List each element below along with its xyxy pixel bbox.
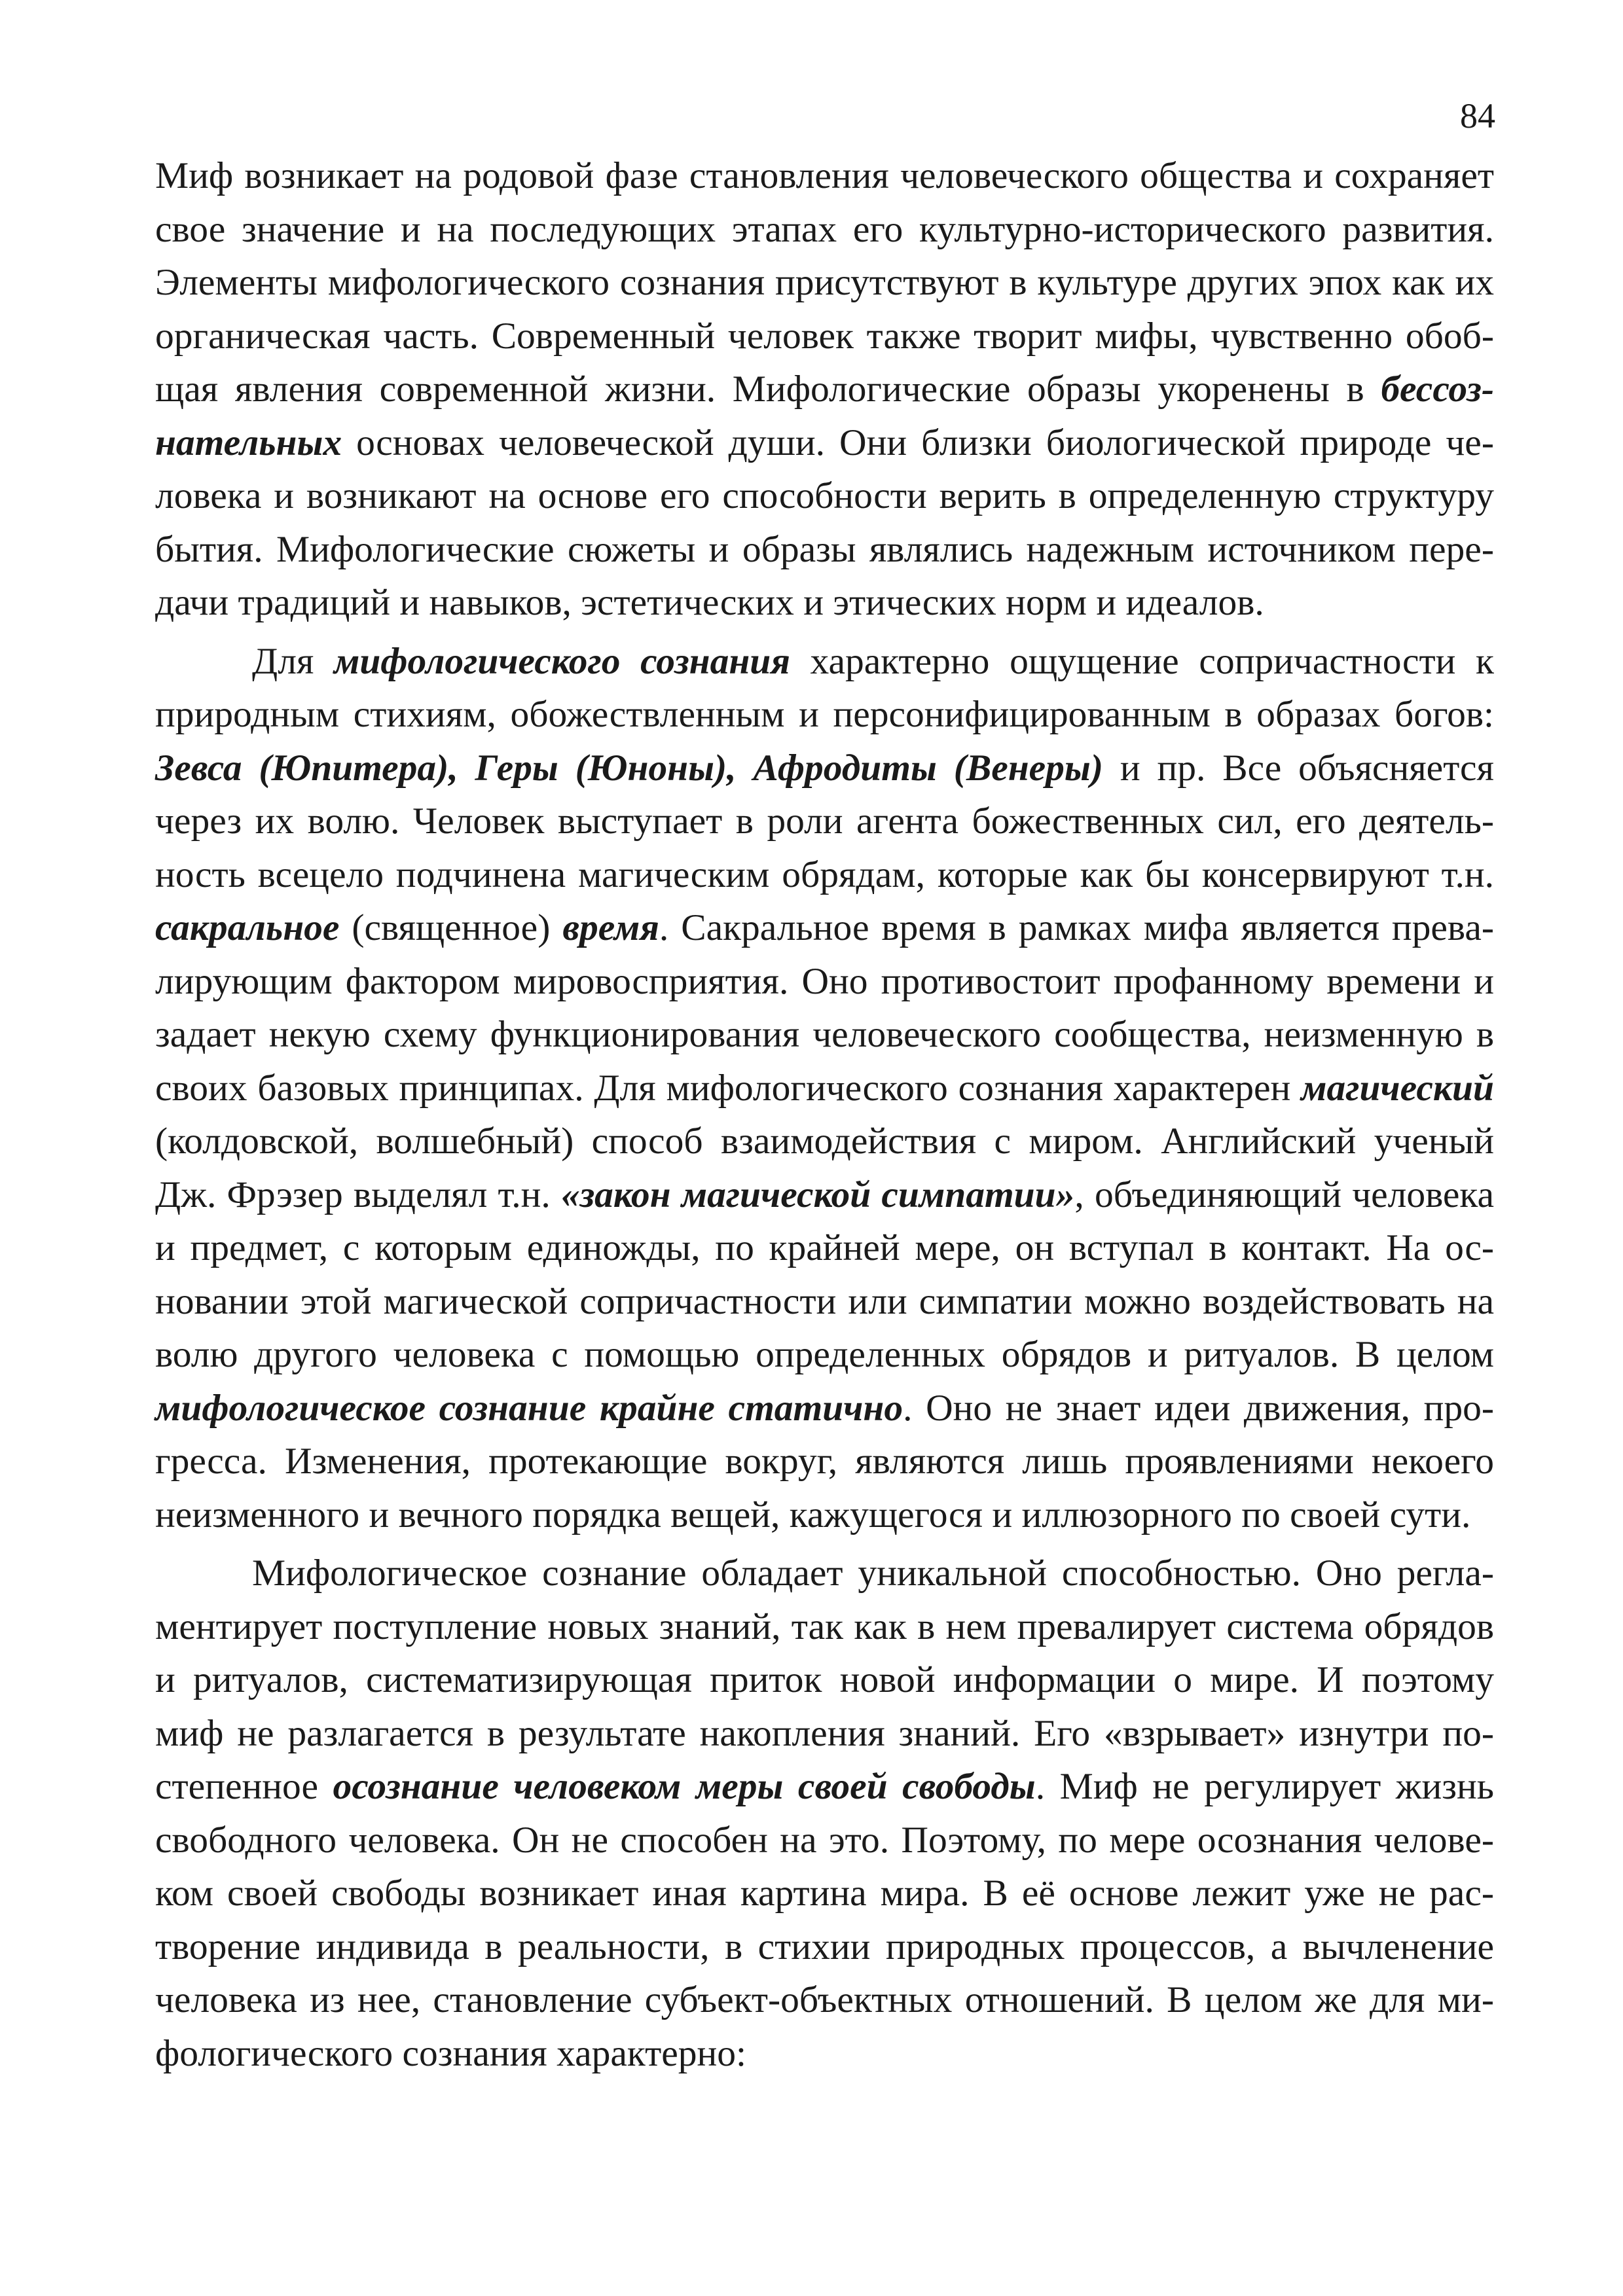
text-run: . Сакральное время в рамках мифа является превалирующим фактором мировосприятия. Оно противостоит профанному времени и задает некую схему функционирования человеческого сообщества, неизменную в своих базовых принципах. Для мифологического сознания характерен (155, 907, 1494, 1109)
paragraph-1 (155, 149, 1494, 630)
text-run: . Миф не регулирует жизнь свободного человека. Он не способен на это. Поэтому, по мере осознания человеком своей свободы возникает иная картина мира. В её основе лежит уже не растворение индивида в реальности, в стихии природных процессов, а вычленение человека из нее, становление субъект-объектных отношений. В целом же для мифологического сознания характерно: (155, 1766, 1494, 2074)
page-number: 84 (1460, 96, 1495, 135)
emphasis-run: время (562, 907, 659, 948)
body-text (155, 149, 1494, 2080)
emphasis-run: сакральное (155, 907, 340, 948)
paragraph-2 (155, 635, 1494, 1542)
emphasis-run: Зевса (Юпитера), Геры (Юноны), Афродиты (Венеры) (155, 747, 1103, 789)
text-run: . Оно не знает идеи движения, прогресса. Изменения, протекающие вокруг, являются лишь проявлениями некоего неизменного и вечного порядка вещей, кажущегося и иллюзорного по своей сути. (155, 1387, 1494, 1535)
text-run: Мифологическое сознание обладает уникальной способностью. Оно регламентирует поступление новых знаний, так как в нем превалирует система обрядов и ритуалов, систематизирующая приток новой информации о мире. И поэтому миф не разлагается в результате накопления знаний. Его «взрывает» изнутри постепенное (155, 1552, 1494, 1807)
text-run: Миф возникает на родовой фазе становления человеческого общества и сохраняет свое значение и на последующих этапах его культурно-исторического развития. Элементы мифологического сознания присутствуют в культуре других эпох как их органическая часть. Современный человек также творит мифы, чувственно обобщая явления современной жизни. Мифологические образы укоренены в (155, 155, 1494, 410)
text-run: (священное) (339, 907, 563, 948)
text-run: (колдовской, волшебный) способ взаимодействия с миром. Английский ученый Дж. Фрэзер выделял т.н. (155, 1121, 1494, 1215)
text-run: , объединяющий человека и предмет, с которым единожды, по крайней мере, он вступал в контакт. На основании этой магической сопричастности или симпатии можно воздействовать на волю другого человека с помощью определенных обрядов и ритуалов. В целом (155, 1174, 1494, 1375)
emphasis-run: бессознательных (155, 368, 1494, 463)
emphasis-run: магический (1301, 1067, 1494, 1109)
emphasis-run: мифологического сознания (334, 640, 790, 682)
text-run: основах человеческой души. Они близки биологической природе человека и возникают на основе его способности верить в определенную структуру бытия. Мифологические сюжеты и образы являлись надежным источником передачи традиций и навыков, эстетических и этических норм и идеалов. (155, 422, 1494, 623)
text-run: Для (252, 640, 335, 682)
text-run: характерно ощущение сопричастности к природным стихиям, обожествленным и персонифицированным в образах богов: (155, 640, 1494, 735)
emphasis-run: осознание человеком меры своей свободы (333, 1766, 1036, 1807)
emphasis-run: «закон магической симпатии» (560, 1174, 1075, 1215)
emphasis-run: мифологическое сознание крайне статично (155, 1387, 903, 1429)
text-run: и пр. Все объясняется через их волю. Человек выступает в роли агента божественных сил, его деятельность всецело подчинена магическим обрядам, которые как бы консервируют т.н. (155, 747, 1494, 895)
paragraph-3 (155, 1547, 1494, 2080)
